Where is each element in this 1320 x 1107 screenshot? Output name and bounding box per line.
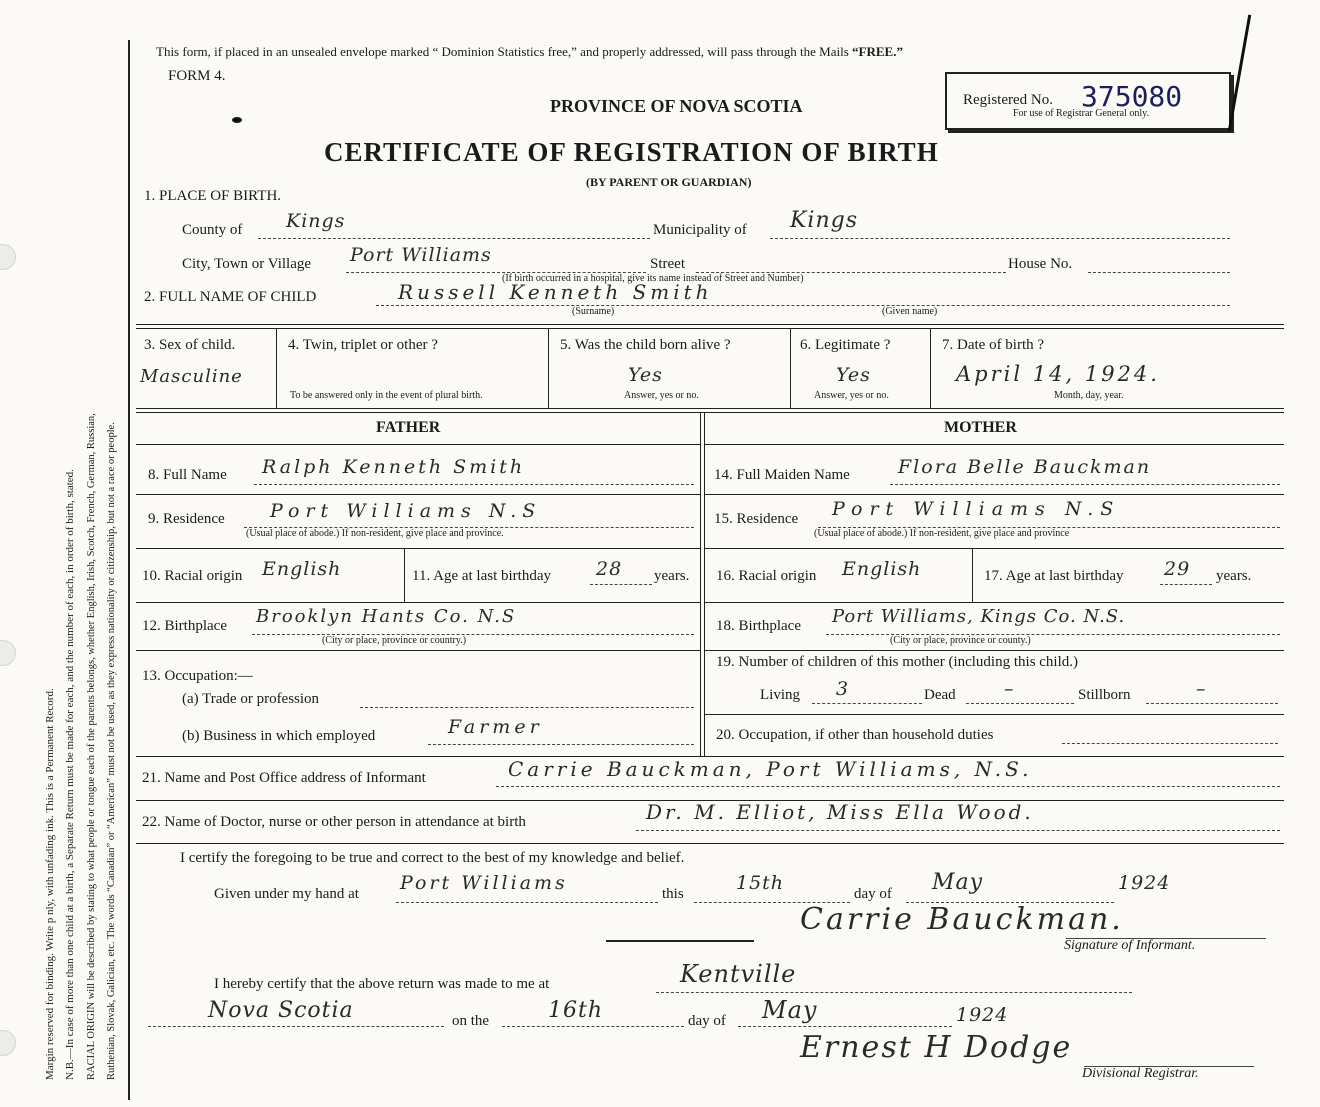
father-residence-value: Port Williams N.S: [270, 500, 542, 522]
rule: [136, 650, 700, 651]
stillborn-line: [1146, 703, 1278, 704]
place-of-birth-heading: 1. PLACE OF BIRTH.: [144, 188, 282, 204]
mother-birthplace-value: Port Williams, Kings Co. N.S.: [832, 606, 1126, 627]
rule: [136, 843, 1284, 844]
rule: [276, 328, 277, 408]
dead-label: Dead: [924, 687, 956, 703]
father-name-value: Ralph Kenneth Smith: [262, 456, 526, 478]
city-value: Port Williams: [350, 244, 492, 266]
mother-birthplace-caption: (City or place, province or county.): [890, 635, 1031, 646]
rule: [606, 940, 754, 942]
rule: [704, 714, 1284, 715]
rule: [548, 328, 549, 408]
registrar-month-value: May: [762, 996, 818, 1024]
mother-name-line: [890, 484, 1280, 485]
margin-racial-note-2: Ruthenian, Slovak, Galician, etc. The words “Canadian” or “American” must not be used, as they express nationality or citizenship, but not a race or people.: [106, 422, 117, 1080]
father-age-label: 11. Age at last birthday: [412, 568, 551, 584]
margin-nb-note: N.B.—In case of more than one child at a birth, a Separate Return must be made for each, and the number of each, in order of birth, stated.: [64, 469, 76, 1080]
sex-label: 3. Sex of child.: [144, 337, 236, 353]
binding-hole: [0, 1030, 16, 1056]
father-age-line: [590, 584, 652, 585]
rule: [930, 328, 931, 408]
mother-occupation-line: [1062, 743, 1278, 744]
registrar-place-value: Kentville: [680, 960, 797, 988]
registered-label: Registered No.: [963, 92, 1053, 108]
father-racial-label: 10. Racial origin: [142, 568, 243, 584]
binding-hole: [0, 244, 16, 270]
mother-heading: MOTHER: [944, 419, 1017, 436]
business-label: (b) Business in which employed: [182, 728, 376, 744]
registrar-day-label: day of: [688, 1013, 726, 1029]
county-value: Kings: [286, 210, 346, 232]
mother-racial-value: English: [842, 558, 922, 580]
given-year-value: 1924: [1118, 872, 1171, 894]
street-label: Street: [650, 256, 685, 272]
this-label: this: [662, 886, 684, 902]
stillborn-label: Stillborn: [1078, 687, 1131, 703]
living-value: 3: [836, 678, 850, 700]
mail-note: This form, if placed in an unsealed envelope marked “ Dominion Statistics free,” and properly addressed, will pass through the Mails “FREE.”: [156, 44, 903, 59]
mother-residence-label: 15. Residence: [714, 511, 799, 527]
hospital-note: (If birth occurred in a hospital, give its name instead of Street and Number): [502, 273, 804, 284]
rule: [704, 650, 1284, 651]
dob-label: 7. Date of birth ?: [942, 337, 1045, 353]
on-the-label: on the: [452, 1013, 490, 1029]
rule: [704, 444, 1284, 445]
registrar-note: For use of Registrar General only.: [1013, 108, 1149, 119]
rule: [136, 412, 1284, 413]
mother-residence-caption: (Usual place of abode.) If non-resident, give place and province: [814, 528, 1070, 539]
mother-racial-label: 16. Racial origin: [716, 568, 817, 584]
legitimate-value: Yes: [836, 364, 871, 386]
rule: [136, 548, 700, 549]
registrar-year-value: 1924: [956, 1004, 1009, 1026]
rule: [136, 444, 700, 445]
informant-line: [496, 786, 1280, 787]
rule: [136, 324, 1284, 325]
given-name-caption: (Given name): [882, 306, 938, 317]
children-count-label: 19. Number of children of this mother (including this child.): [716, 654, 1079, 670]
given-place-value: Port Williams: [400, 872, 568, 894]
dead-value: –: [1004, 678, 1015, 700]
ink-mark: [232, 117, 242, 123]
rule: [404, 548, 405, 602]
father-birthplace-caption: (City or place, province or country.): [322, 635, 467, 646]
living-label: Living: [760, 687, 800, 703]
pen-stroke: [1228, 15, 1251, 132]
father-birthplace-label: 12. Birthplace: [142, 618, 227, 634]
alive-caption: Answer, yes or no.: [624, 390, 699, 401]
business-line: [428, 744, 694, 745]
father-name-line: [254, 484, 694, 485]
registrar-caption: Divisional Registrar.: [1082, 1066, 1199, 1081]
informant-signature: Carrie Bauckman.: [800, 902, 1124, 937]
living-line: [812, 703, 922, 704]
rule: [704, 412, 705, 756]
mother-age-line: [1160, 584, 1212, 585]
mother-birthplace-label: 18. Birthplace: [716, 618, 801, 634]
mother-occupation-label: 20. Occupation, if other than household duties: [716, 727, 994, 743]
registrar-province-value: Nova Scotia: [208, 998, 354, 1023]
trade-label: (a) Trade or profession: [182, 691, 320, 707]
surname-caption: (Surname): [572, 306, 615, 317]
given-day-label: day of: [854, 886, 892, 902]
dead-line: [966, 703, 1074, 704]
given-label: Given under my hand at: [214, 886, 359, 902]
county-line: [258, 238, 650, 239]
rule: [704, 548, 1284, 549]
city-label: City, Town or Village: [182, 256, 312, 272]
informant-label: 21. Name and Post Office address of Informant: [142, 770, 426, 786]
rule: [136, 328, 1284, 329]
mother-name-value: Flora Belle Bauckman: [898, 456, 1152, 478]
alive-label: 5. Was the child born alive ?: [560, 337, 731, 353]
alive-value: Yes: [628, 364, 663, 386]
father-age-unit: years.: [654, 568, 690, 584]
page-title: CERTIFICATE OF REGISTRATION OF BIRTH: [324, 137, 939, 167]
registrar-certify: I hereby certify that the above return was made to me at: [214, 976, 550, 992]
registrar-place-line: [656, 992, 1132, 993]
page-subtitle: (BY PARENT OR GUARDIAN): [586, 175, 752, 189]
margin-racial-note: RACIAL ORIGIN will be described by stating to what people or tongue each of the parents belongs, whether English, Irish, Scotch, French, German, Russian,: [86, 413, 97, 1080]
mother-name-label: 14. Full Maiden Name: [714, 467, 850, 483]
given-day-value: 15th: [736, 872, 785, 894]
rule: [136, 494, 700, 495]
informant-certify: I certify the foregoing to be true and correct to the best of my knowledge and belief.: [180, 850, 685, 866]
registered-number: 375080: [1081, 80, 1183, 113]
twin-note: To be answered only in the event of plural birth.: [290, 390, 483, 401]
given-month-value: May: [932, 870, 984, 895]
father-age-value: 28: [596, 558, 623, 580]
margin-border: [128, 40, 130, 1100]
rule: [704, 494, 1284, 495]
registrar-day-line: [502, 1026, 684, 1027]
rule: [704, 602, 1284, 603]
stillborn-value: –: [1196, 678, 1207, 700]
child-name-label: 2. FULL NAME OF CHILD: [144, 289, 317, 305]
given-place-line: [396, 902, 658, 903]
father-name-label: 8. Full Name: [148, 467, 227, 483]
province-heading: PROVINCE OF NOVA SCOTIA: [550, 96, 803, 116]
municipality-label: Municipality of: [653, 222, 747, 238]
county-label: County of: [182, 222, 243, 238]
occupation-label: 13. Occupation:—: [142, 668, 253, 684]
signature-caption: Signature of Informant.: [1064, 938, 1196, 953]
registrar-month-line: [738, 1026, 952, 1027]
rule: [790, 328, 791, 408]
father-birthplace-line: [252, 634, 694, 635]
registrar-signature: Ernest H Dodge: [800, 1030, 1073, 1065]
father-residence-label: 9. Residence: [148, 511, 225, 527]
business-value: Farmer: [448, 716, 543, 738]
rule: [136, 602, 700, 603]
legitimate-label: 6. Legitimate ?: [800, 337, 891, 353]
mother-age-value: 29: [1164, 558, 1191, 580]
rule: [700, 412, 701, 756]
sex-value: Masculine: [140, 366, 243, 387]
margin-binding-note: Margin reserved for binding. Write p nly, with unfading ink. This is a Permanent Record.: [44, 688, 56, 1080]
municipality-value: Kings: [790, 208, 859, 233]
mother-age-unit: years.: [1216, 568, 1252, 584]
legitimate-caption: Answer, yes or no.: [814, 390, 889, 401]
father-racial-value: English: [262, 558, 342, 580]
father-heading: FATHER: [376, 419, 441, 436]
registrar-day-value: 16th: [548, 998, 604, 1023]
doctor-value: Dr. M. Elliot, Miss Ella Wood.: [646, 800, 1034, 824]
father-birthplace-value: Brooklyn Hants Co. N.S: [256, 606, 517, 627]
trade-line: [360, 707, 694, 708]
child-name-line: [376, 305, 1230, 306]
doctor-label: 22. Name of Doctor, nurse or other person in attendance at birth: [142, 814, 526, 830]
municipality-line: [770, 238, 1230, 239]
registration-box: [945, 72, 1231, 130]
dob-value: April 14, 1924.: [956, 362, 1160, 386]
father-residence-caption: (Usual place of abode.) If non-resident, give place and province.: [246, 528, 504, 539]
house-line: [1088, 272, 1230, 273]
rule: [136, 408, 1284, 409]
mother-residence-value: Port Williams N.S: [832, 498, 1121, 520]
registrar-province-line: [148, 1026, 444, 1027]
mother-age-label: 17. Age at last birthday: [984, 568, 1124, 584]
child-name-value: Russell Kenneth Smith: [398, 280, 713, 304]
form-number: FORM 4.: [168, 68, 226, 84]
dob-caption: Month, day, year.: [1054, 390, 1124, 401]
twin-label: 4. Twin, triplet or other ?: [288, 337, 438, 353]
informant-value: Carrie Bauckman, Port Williams, N.S.: [508, 757, 1033, 781]
doctor-line: [636, 830, 1280, 831]
binding-hole: [0, 640, 16, 666]
rule: [972, 548, 973, 602]
house-label: House No.: [1008, 256, 1073, 272]
